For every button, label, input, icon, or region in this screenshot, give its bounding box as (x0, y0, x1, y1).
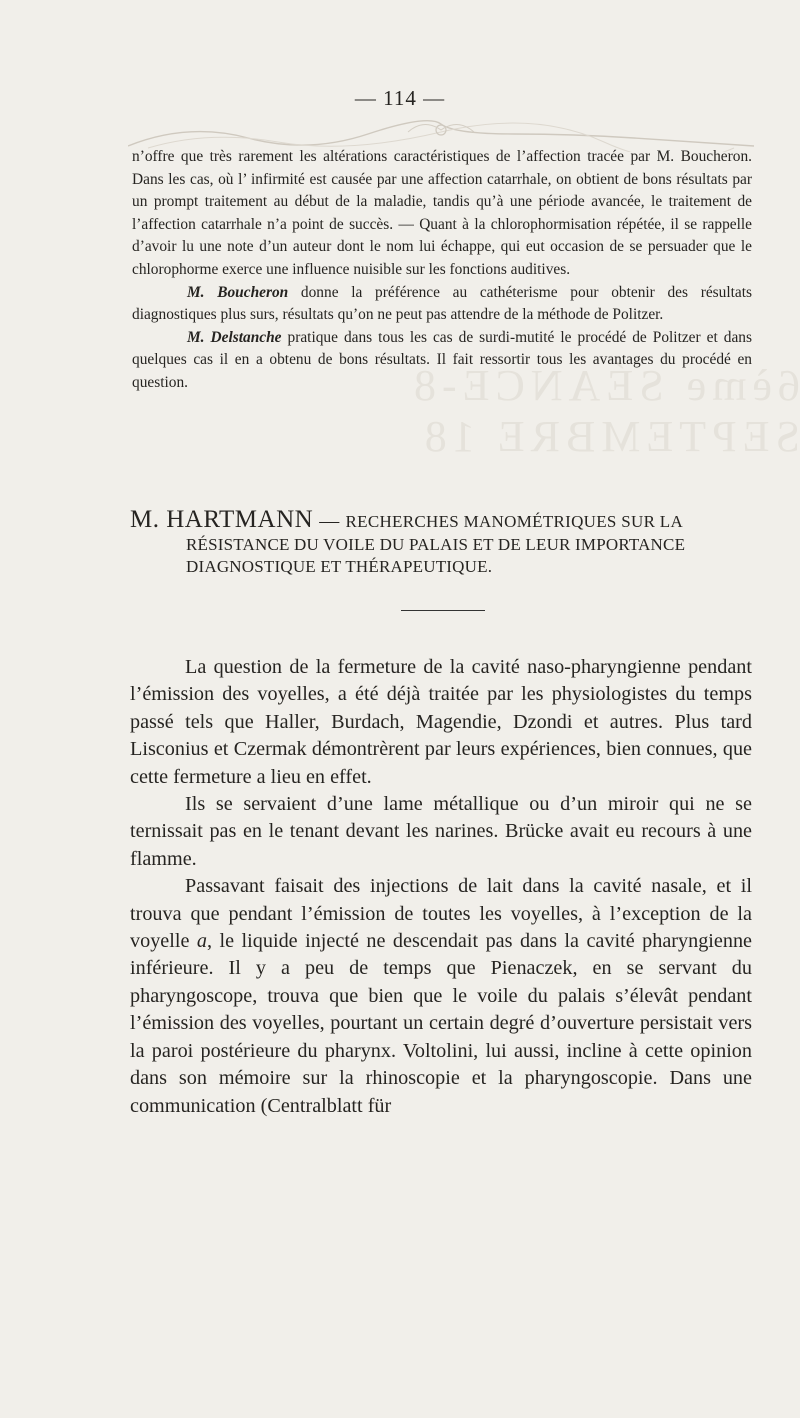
speaker-name: M. Delstanche (187, 328, 282, 346)
title-dash: — (319, 510, 340, 532)
title-line-3: DIAGNOSTIQUE ET THÉRAPEUTIQUE. (186, 557, 493, 576)
paragraph-text: Passavant faisait des injections de lait dans la cavité nasale, et il trouva que pendant l’émission de toutes les voyelles, à l’exception de la voyelle (130, 875, 752, 953)
paragraph-text: donne la préférence au cathéterisme pour obtenir des résultats diagnostiques plus surs, résultats qu’on ne peut pas attendre de la méthode de Politzer. (132, 283, 752, 324)
paragraph: La question de la fermeture de la cavité naso-pharyngienne pendant l’émission des voyelles, a été déjà traitée par les physiologistes du temps passé tels que Haller, Burdach, Magendie, Dzondi et autres. Plus tard Lisconius et Czermak démontrèrent par leurs expériences, bien connues, que cette fermeture a lieu en effet. (130, 656, 752, 788)
section-title (130, 506, 754, 578)
title-line-2: RÉSISTANCE DU VOILE DU PALAIS ET DE LEUR IMPORTANCE (186, 535, 686, 554)
section-divider (401, 610, 485, 611)
title-line-1: RECHERCHES MANOMÉTRIQUES SUR LA (345, 512, 684, 531)
speaker-name: M. Boucheron (187, 283, 289, 301)
paragraph: n’offre que très rarement les altérations caractéristiques de l’affection tracée par M. Boucheron. Dans les cas, où l’ infirmité est causée par une affection catarrhale, on obtient de bons résultats par un prompt traitement au début de la maladie, tandis qu’à une période avancée, le traitement de l’affection catarrhale n’a point de succès. — Quant à la chlorophormisation répétée, il se rappelle d’avoir lu une note d’un auteur dont le nom lui échappe, qui eut occasion de se persuader que le chlorophorme exerce une influence nuisible sur les fonctions auditives. (132, 148, 752, 278)
discussion-text (132, 146, 752, 395)
paragraph-boucheron (132, 282, 752, 327)
article-body (130, 654, 752, 1120)
paragraph-delstanche (132, 327, 752, 395)
paragraph-text: pratique dans tous les cas de surdi-mutité le procédé de Politzer et dans quelques cas il en a obtenu de bons résultats. Il fait ressortir tous les avantages du procédé en question. (132, 328, 752, 391)
paragraph-text: , le liquide injecté ne descendait pas dans la cavité pharyngienne inférieure. Il y a peu de temps que Pienaczek, en se servant du pharyngoscope, trouva que bien que le voile du palais s’élevât pendant l’émission des voyelles, pourtant un certain degré d’ouverture persistait vers la paroi postérieure du pharynx. Voltolini, lui aussi, incline à cette opinion dans son mémoire sur la rhinoscopie et la pharyngoscopie. Dans une communication (Centralblatt für (130, 930, 753, 1117)
page-header (0, 86, 800, 111)
vowel-italic: a (196, 930, 207, 953)
page-number: — 114 — (354, 86, 446, 110)
paragraph: Ils se servaient d’une lame métallique ou d’un miroir qui ne se ternissait pas en le tenant devant les narines. Brücke avait eu recours à une flamme. (130, 793, 752, 870)
paragraph (130, 873, 752, 1120)
author-name: M. HARTMANN (130, 506, 314, 533)
bleed-through-text: 6ème SÉANCE-8 SEPTEMBRE 18 (407, 361, 800, 461)
